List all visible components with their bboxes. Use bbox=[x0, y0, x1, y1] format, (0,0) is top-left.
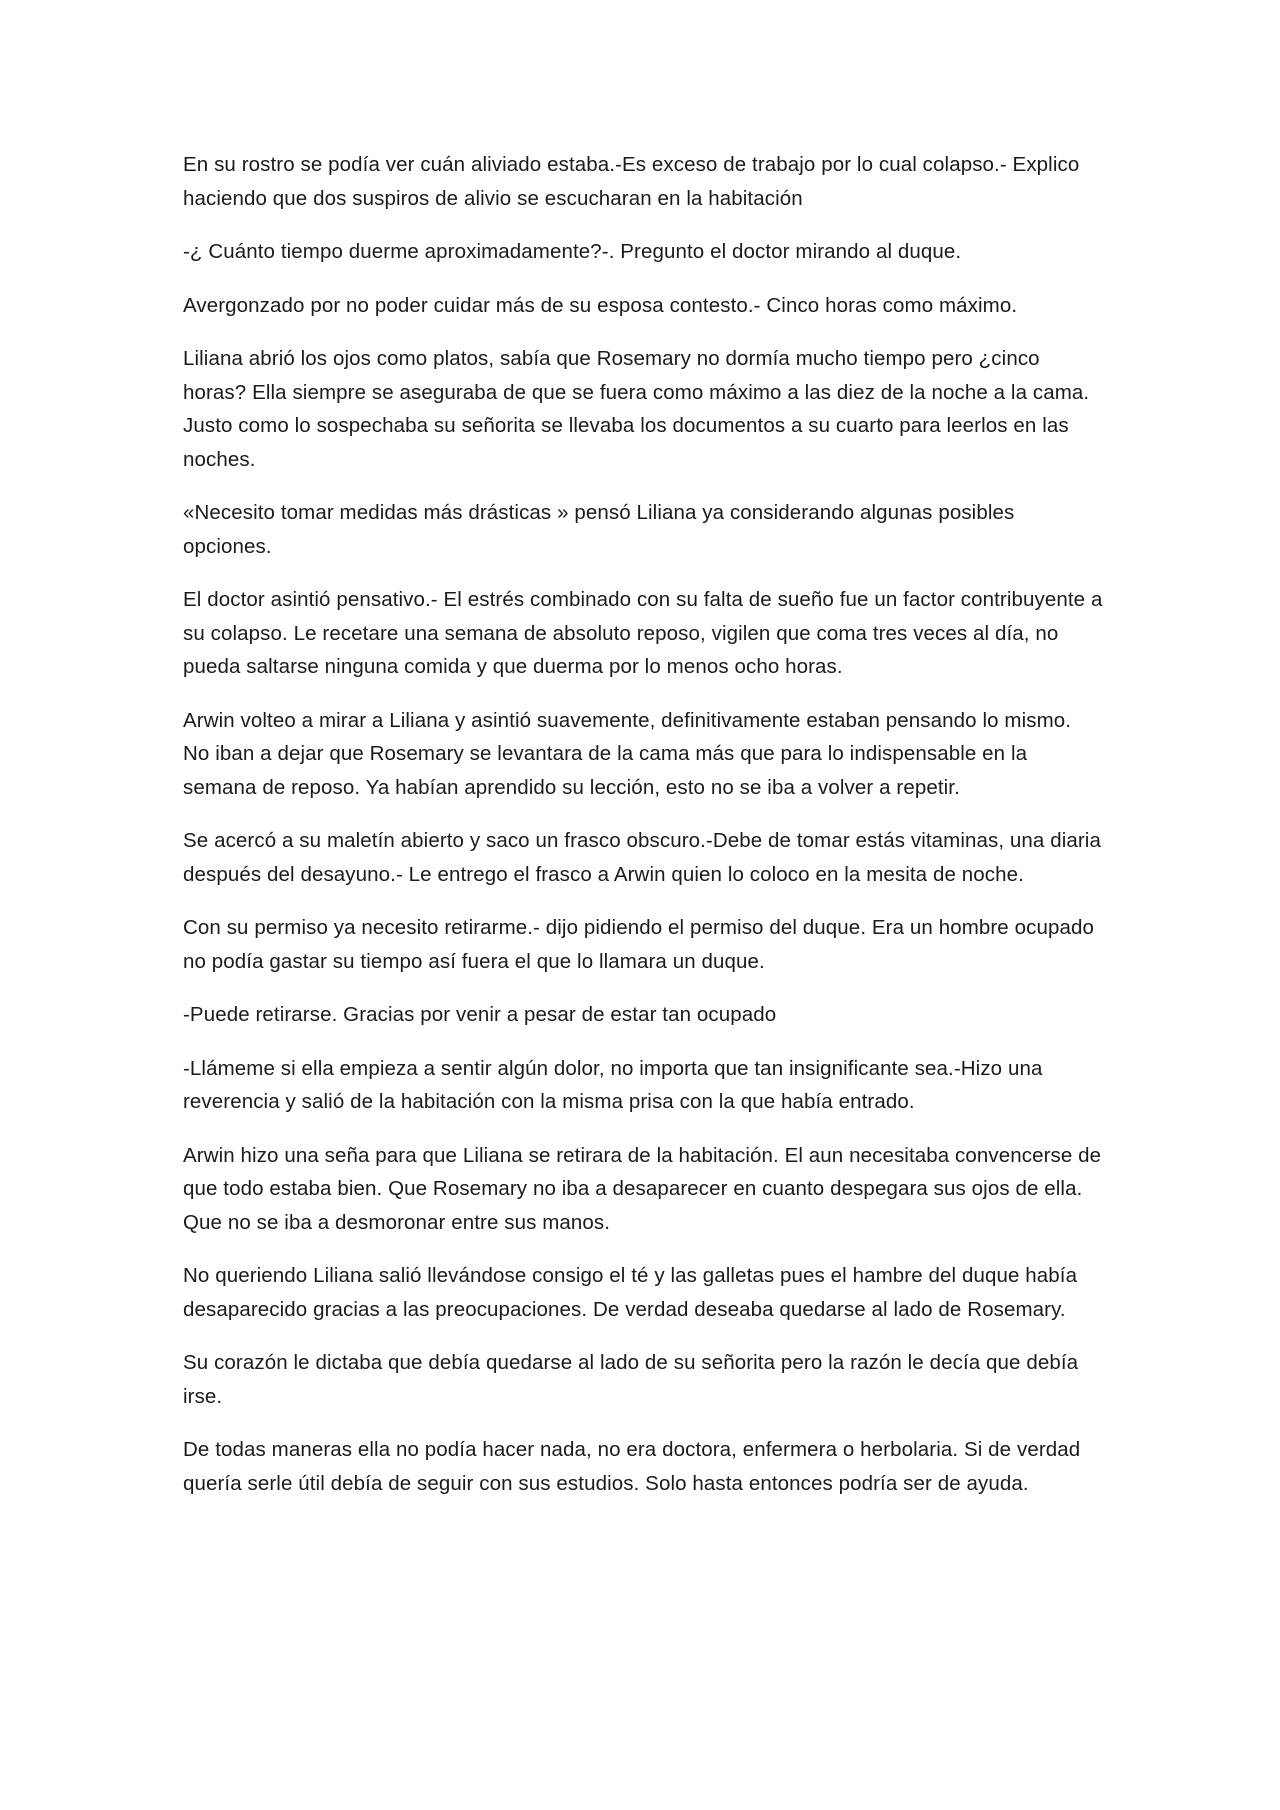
paragraph-12: Arwin hizo una seña para que Liliana se retirara de la habitación. El aun necesitaba convencerse de que todo estaba bien. Que Rosemary no iba a desaparecer en cuanto despegara sus ojos de ella. Que no se iba a desmoronar entre sus manos. bbox=[183, 1143, 1102, 1234]
paragraph-5: «Necesito tomar medidas más drásticas » pensó Liliana ya considerando algunas posibles opciones. bbox=[183, 501, 1015, 558]
paragraph-9: Con su permiso ya necesito retirarme.- dijo pidiendo el permiso del duque. Era un hombre ocupado no podía gastar su tiempo así fuera el que lo llamara un duque. bbox=[183, 916, 1094, 973]
paragraph-6: El doctor asintió pensativo.- El estrés combinado con su falta de sueño fue un factor contribuyente a su colapso. Le recetare una semana de absoluto reposo, vigilen que coma tres veces al día, no pueda saltarse ninguna comida y que duerma por lo menos ocho horas. bbox=[183, 588, 1103, 678]
paragraph-11: -Llámeme si ella empieza a sentir algún dolor, no importa que tan insignificante sea.-Hizo una reverencia y salió de la habitación con la misma prisa con la que había entrado. bbox=[183, 1056, 1043, 1113]
paragraph-13: No queriendo Liliana salió llevándose consigo el té y las galletas pues el hambre del duque había desaparecido gracias a las preocupaciones. De verdad deseaba quedarse al lado de Rosemary. bbox=[183, 1264, 1078, 1321]
paragraph-14: Su corazón le dictaba que debía quedarse al lado de su señorita pero la razón le decía que debía irse. bbox=[183, 1351, 1079, 1408]
paragraph-2: -¿ Cuánto tiempo duerme aproximadamente?-. Pregunto el doctor mirando al duque. bbox=[183, 240, 962, 263]
paragraph-3: Avergonzado por no poder cuidar más de su esposa contesto.- Cinco horas como máximo. bbox=[183, 293, 1018, 317]
paragraph-7: Arwin volteo a mirar a Liliana y asintió suavemente, definitivamente estaban pensando lo mismo. No iban a dejar que Rosemary se levantara de la cama más que para lo indispensable en la semana de reposo. Ya habían aprendido su lección, esto no se iba a volver a repetir. bbox=[183, 708, 1072, 799]
paragraph-4: Liliana abrió los ojos como platos, sabía que Rosemary no dormía mucho tiempo pero ¿cinco horas? Ella siempre se aseguraba de que se fuera como máximo a las diez de la noche a la cama. Justo como lo sospechaba su señorita se llevaba los documentos a su cuarto para leerlos en las noches. bbox=[183, 347, 1090, 471]
document-body bbox=[183, 148, 1103, 1520]
paragraph-8: Se acercó a su maletín abierto y saco un frasco obscuro.-Debe de tomar estás vitaminas, una diaria después del desayuno.- Le entrego el frasco a Arwin quien lo coloco en la mesita de noche. bbox=[183, 829, 1101, 886]
paragraph-15: De todas maneras ella no podía hacer nada, no era doctora, enfermera o herbolaria. Si de verdad quería serle útil debía de seguir con sus estudios. Solo hasta entonces podría ser de ayuda. bbox=[183, 1438, 1081, 1495]
paragraph-10: -Puede retirarse. Gracias por venir a pesar de estar tan ocupado bbox=[183, 1003, 777, 1026]
paragraph-1: En su rostro se podía ver cuán aliviado estaba.-Es exceso de trabajo por lo cual colapso.- Explico haciendo que dos suspiros de alivio se escucharan en la habitación bbox=[183, 153, 1080, 210]
